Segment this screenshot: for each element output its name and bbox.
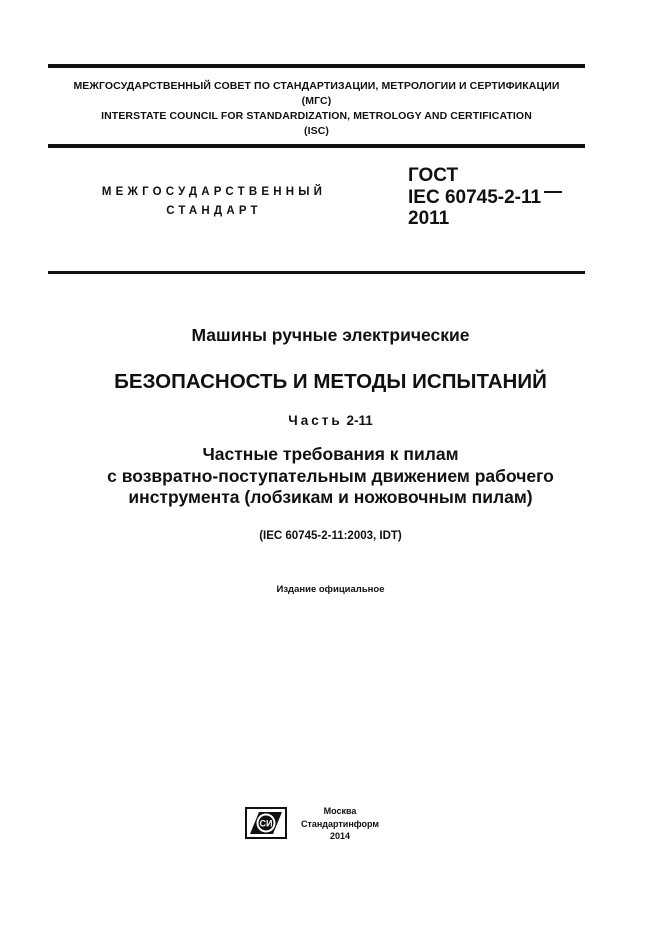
part-word: Часть — [288, 413, 343, 428]
logo-letters: СИ — [259, 818, 273, 829]
document-subtitle: Машины ручные электрические — [191, 325, 470, 345]
publisher-year: 2014 — [329, 831, 351, 841]
gost-designation — [408, 165, 562, 230]
top-rule — [48, 64, 585, 68]
description-line-1: Частные требования к пилам — [202, 444, 459, 464]
council-name-en: INTERSTATE COUNCIL FOR STANDARDIZATION, METROLOGY AND CERTIFICATION — [101, 110, 532, 122]
gost-label: ГОСТ — [408, 165, 459, 186]
description-line-3: инструмента (лобзикам и ножовочным пилам) — [128, 487, 533, 507]
council-name-ru: МЕЖГОСУДАРСТВЕННЫЙ СОВЕТ ПО СТАНДАРТИЗАЦИИ, МЕТРОЛОГИИ И СЕРТИФИКАЦИИ — [73, 80, 560, 92]
publisher-block — [290, 805, 390, 843]
description-line-2: с возвратно-поступательным движением рабочего — [107, 465, 554, 486]
council-abbr-ru: (МГС) — [301, 95, 332, 107]
edition-note: Издание официальное — [276, 584, 385, 595]
gost-number-line — [408, 187, 562, 209]
council-header — [48, 79, 585, 139]
bottom-rule — [48, 271, 585, 274]
standard-type-line2: СТАНДАРТ — [166, 205, 262, 217]
gost-year: 2011 — [408, 208, 450, 229]
standard-type — [84, 183, 344, 221]
middle-rule — [48, 144, 585, 148]
publisher-name: Стандартинформ — [300, 818, 380, 829]
document-title: БЕЗОПАСНОСТЬ И МЕТОДЫ ИСПЫТАНИЙ — [114, 370, 547, 393]
gost-number: IEC 60745-2-11 — [408, 186, 542, 208]
standard-type-line1: МЕЖГОСУДАРСТВЕННЫЙ — [101, 186, 327, 198]
standartinform-logo-icon — [245, 807, 287, 839]
council-abbr-en: (ISC) — [304, 125, 329, 137]
part-number: 2-11 — [346, 413, 373, 428]
part-description — [0, 444, 661, 509]
iec-reference: (IEC 60745-2-11:2003, IDT) — [259, 530, 402, 542]
part-label — [0, 413, 661, 428]
dash-mark — [544, 191, 562, 193]
publisher-city: Москва — [323, 806, 357, 816]
